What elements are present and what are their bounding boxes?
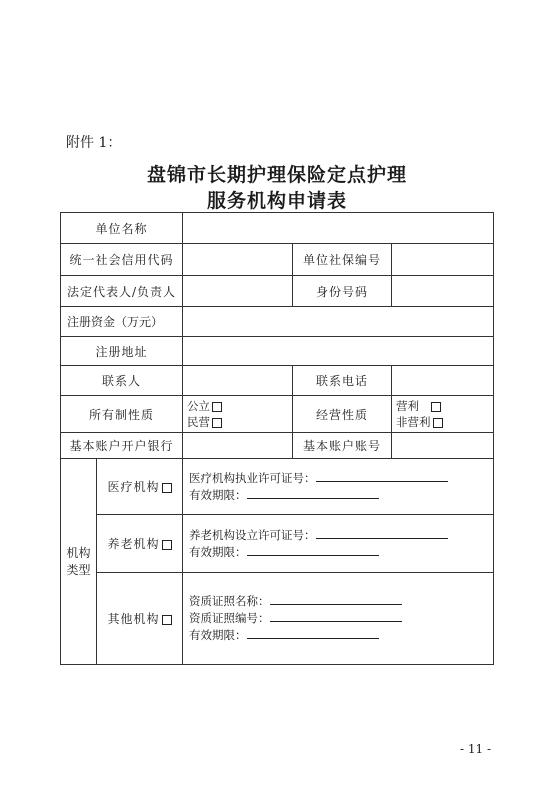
- contact-field[interactable]: [183, 366, 293, 396]
- other-cert-no-line[interactable]: [270, 611, 402, 622]
- application-form-table: [60, 212, 494, 665]
- business-nonprofit-label: 非营利: [396, 415, 431, 429]
- phone-field[interactable]: [392, 366, 494, 396]
- row-reg-capital: [61, 307, 494, 337]
- reg-capital-label: 注册资金（万元）: [61, 307, 183, 337]
- institution-type-label: [61, 459, 97, 665]
- form-title-line2: 服务机构申请表: [206, 190, 347, 212]
- social-security-no-label: 单位社保编号: [293, 244, 392, 276]
- phone-label: 联系电话: [293, 366, 392, 396]
- medical-details: [183, 459, 494, 515]
- unit-name-field[interactable]: [183, 213, 494, 244]
- ownership-options: [183, 396, 293, 433]
- ownership-public-checkbox[interactable]: [212, 402, 222, 412]
- elderly-license-line[interactable]: [316, 528, 448, 539]
- other-details: [183, 573, 494, 665]
- social-security-no-field[interactable]: [392, 244, 494, 276]
- account-label: 基本账户账号: [293, 433, 392, 459]
- row-contact: [61, 366, 494, 396]
- medical-option: [97, 459, 183, 515]
- id-number-label: 身份号码: [293, 276, 392, 307]
- row-reg-address: [61, 337, 494, 366]
- credit-code-label: 统一社会信用代码: [61, 244, 183, 276]
- medical-validity-label: 有效期限：: [189, 487, 247, 502]
- row-credit-code: [61, 244, 494, 276]
- business-options: [392, 396, 494, 433]
- other-label: 其他机构: [107, 612, 160, 626]
- row-other: [61, 573, 494, 665]
- other-validity-label: 有效期限：: [189, 628, 247, 642]
- legal-rep-field[interactable]: [183, 276, 293, 307]
- bank-field[interactable]: [183, 433, 293, 459]
- account-field[interactable]: [392, 433, 494, 459]
- medical-label: 医疗机构: [107, 480, 160, 494]
- medical-checkbox[interactable]: [162, 483, 172, 493]
- row-medical: [61, 459, 494, 515]
- row-elderly: [61, 515, 494, 573]
- row-legal-rep: [61, 276, 494, 307]
- institution-type-line1: 机构: [66, 545, 91, 560]
- business-profit-label: 营利: [396, 399, 420, 413]
- reg-address-field[interactable]: [183, 337, 494, 366]
- reg-capital-field[interactable]: [183, 307, 494, 337]
- contact-label: 联系人: [61, 366, 183, 396]
- elderly-validity-line[interactable]: [247, 545, 379, 556]
- business-label: 经营性质: [293, 396, 392, 433]
- other-validity-line[interactable]: [247, 628, 379, 639]
- row-bank: [61, 433, 494, 459]
- elderly-validity-label: 有效期限：: [189, 544, 247, 559]
- other-cert-name-line[interactable]: [270, 594, 402, 605]
- business-nonprofit-checkbox[interactable]: [433, 418, 443, 428]
- form-title-line1: 盘锦市长期护理保险定点护理: [146, 164, 407, 186]
- business-profit-checkbox[interactable]: [431, 402, 441, 412]
- elderly-option: [97, 515, 183, 573]
- elderly-license-label: 养老机构设立许可证号：: [189, 527, 316, 542]
- other-cert-no-label: 资质证照编号：: [189, 611, 270, 625]
- row-unit-name: [61, 213, 494, 244]
- elderly-label: 养老机构: [107, 537, 160, 551]
- other-option: [97, 573, 183, 665]
- ownership-public-label: 公立: [187, 399, 211, 413]
- ownership-label: 所有制性质: [61, 396, 183, 433]
- elderly-details: [183, 515, 494, 573]
- ownership-private-checkbox[interactable]: [212, 418, 222, 428]
- attachment-label: 附件 1：: [66, 135, 122, 151]
- unit-name-label: 单位名称: [61, 213, 183, 244]
- bank-label: 基本账户开户银行: [61, 433, 183, 459]
- institution-type-line2: 类型: [66, 562, 91, 577]
- medical-validity-line[interactable]: [247, 488, 379, 499]
- medical-license-line[interactable]: [316, 471, 448, 482]
- medical-license-label: 医疗机构执业许可证号：: [189, 470, 316, 485]
- other-cert-name-label: 资质证照名称：: [189, 594, 270, 608]
- ownership-private-label: 民营: [187, 415, 211, 429]
- reg-address-label: 注册地址: [61, 337, 183, 366]
- page-number: - 11 -: [460, 742, 492, 756]
- elderly-checkbox[interactable]: [162, 540, 172, 550]
- other-checkbox[interactable]: [162, 615, 172, 625]
- id-number-field[interactable]: [392, 276, 494, 307]
- row-ownership: [61, 396, 494, 433]
- credit-code-field[interactable]: [183, 244, 293, 276]
- legal-rep-label: 法定代表人/负责人: [61, 276, 183, 307]
